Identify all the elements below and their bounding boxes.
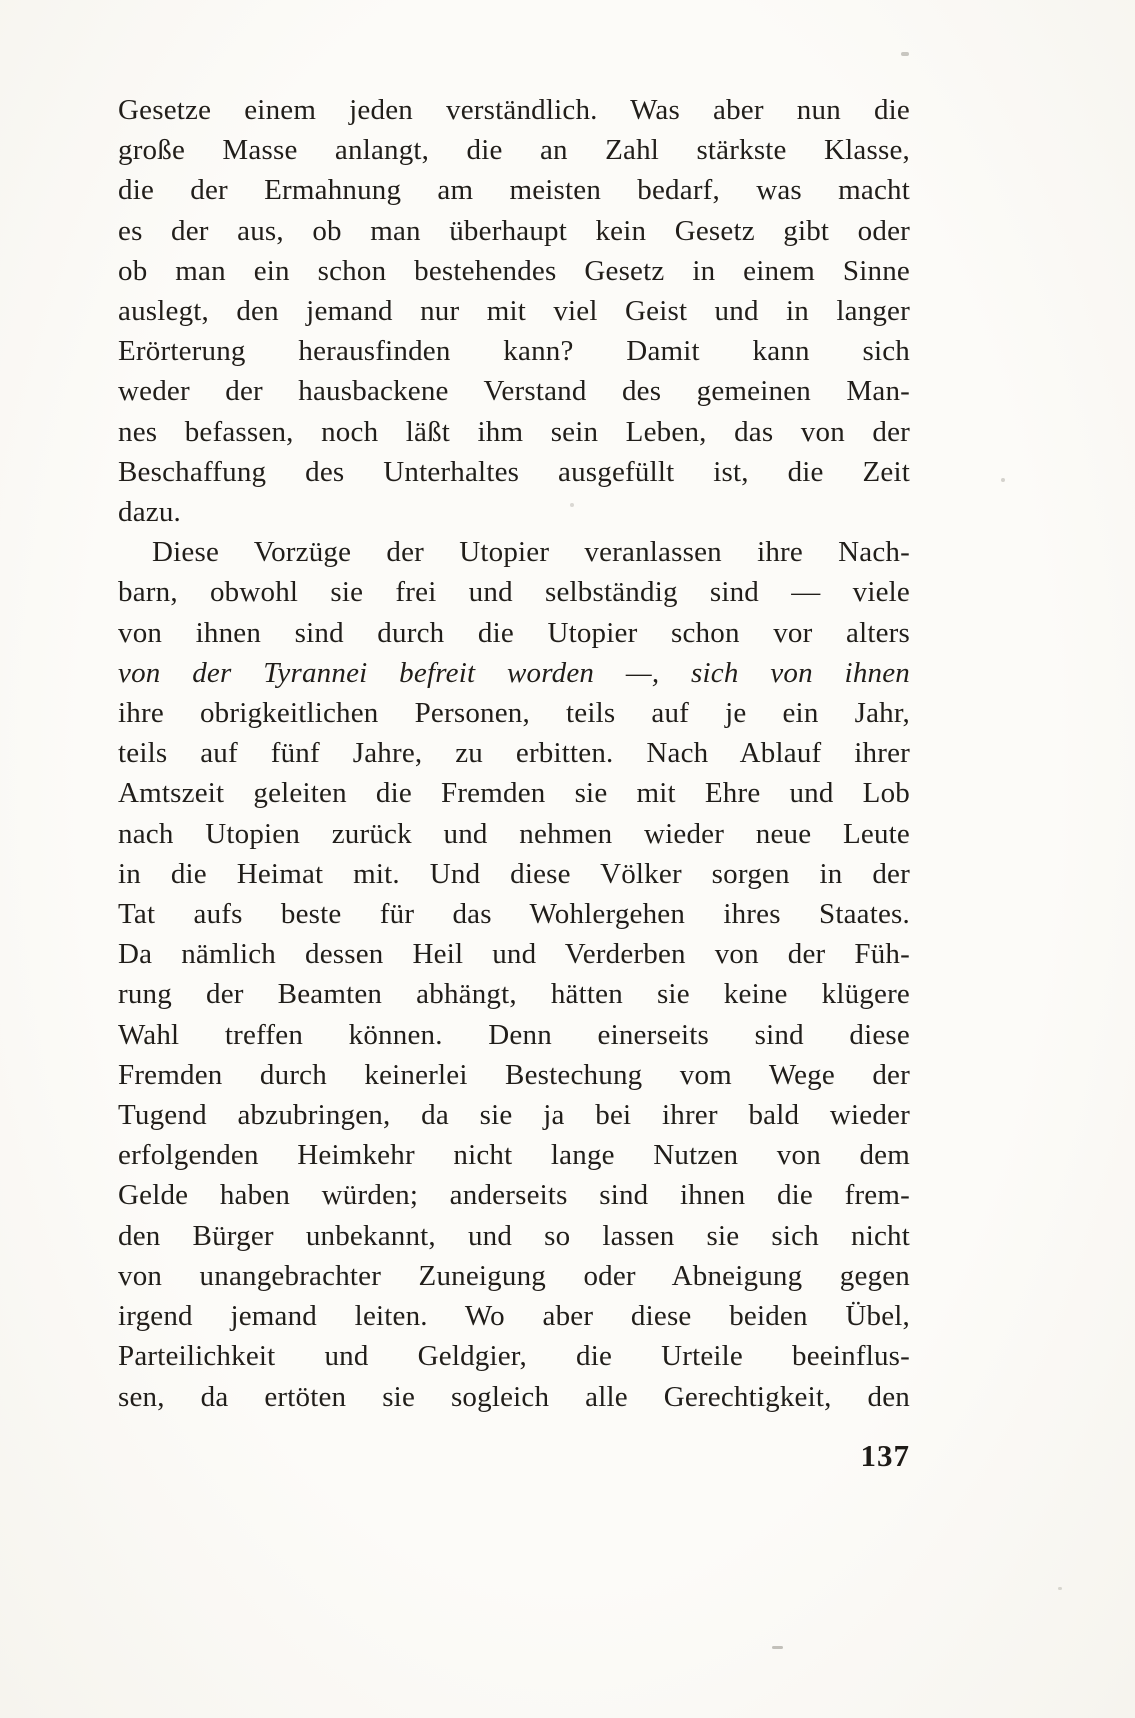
text-line: die der Ermahnung am meisten bedarf, was macht [118,174,910,207]
text-line: barn, obwohl sie frei und selbständig sind — viele [118,576,910,609]
text-line: den Bürger unbekannt, und so lassen sie sich nicht [118,1219,910,1252]
text-line: rung der Beamten abhängt, hätten sie keine klügere [118,978,910,1011]
text-line: dazu. [118,496,181,529]
text-line: Wahl treffen können. Denn einerseits sind diese [118,1018,910,1051]
scan-artifact [1058,1587,1062,1590]
text-line: Amtszeit geleiten die Fremden sie mit Ehre und Lob [118,777,910,810]
text-line: von unangebrachter Zuneigung oder Abneigung gegen [118,1259,910,1292]
scan-artifact [901,52,909,56]
text-line: Fremden durch keinerlei Bestechung vom Wege der [118,1058,910,1091]
text-line: es der aus, ob man überhaupt kein Gesetz gibt oder [118,214,910,247]
text-line: in die Heimat mit. Und diese Völker sorgen in der [118,857,910,890]
text-line: irgend jemand leiten. Wo aber diese beiden Übel, [118,1300,910,1333]
text-line: teils auf fünf Jahre, zu erbitten. Nach Ablauf ihrer [118,737,910,770]
text-line: nes befassen, noch läßt ihm sein Leben, das von der [118,415,910,448]
text-line: weder der hausbackene Verstand des gemeinen Man- [118,375,910,408]
scan-artifact [570,503,574,507]
text-block [118,90,910,1417]
text-line: von der Tyrannei befreit worden —, sich von ihnen [118,656,910,689]
text-line: nach Utopien zurück und nehmen wieder neue Leute [118,817,910,850]
paragraph [118,90,910,532]
paragraph [118,532,910,1416]
text-line: Tat aufs beste für das Wohlergehen ihres Staates. [118,898,910,931]
text-line: ob man ein schon bestehendes Gesetz in einem Sinne [118,254,910,287]
scan-artifact [772,1646,783,1649]
text-line: Tugend abzubringen, da sie ja bei ihrer bald wieder [118,1099,910,1132]
text-line: sen, da ertöten sie sogleich alle Gerechtigkeit, den [118,1380,910,1413]
text-line: auslegt, den jemand nur mit viel Geist und in langer [118,295,910,328]
text-line: erfolgenden Heimkehr nicht lange Nutzen von dem [118,1139,910,1172]
scan-artifact [1001,478,1005,482]
text-line: Gelde haben würden; anderseits sind ihnen die frem- [118,1179,910,1212]
text-line: Parteilichkeit und Geldgier, die Urteile beeinflus- [118,1340,910,1373]
text-line: von ihnen sind durch die Utopier schon vor alters [118,616,910,649]
page-number: 137 [860,1438,910,1473]
text-line: Gesetze einem jeden verständlich. Was aber nun die [118,94,910,126]
text-line: Da nämlich dessen Heil und Verderben von der Füh- [118,938,910,971]
text-line: große Masse anlangt, die an Zahl stärkste Klasse, [118,134,910,167]
text-line: Erörterung herausfinden kann? Damit kann sich [118,335,910,368]
text-line: ihre obrigkeitlichen Personen, teils auf je ein Jahr, [118,697,910,730]
text-line: Diese Vorzüge der Utopier veranlassen ihre Nach- [152,536,910,569]
text-line: Beschaffung des Unterhaltes ausgefüllt ist, die Zeit [118,455,910,488]
